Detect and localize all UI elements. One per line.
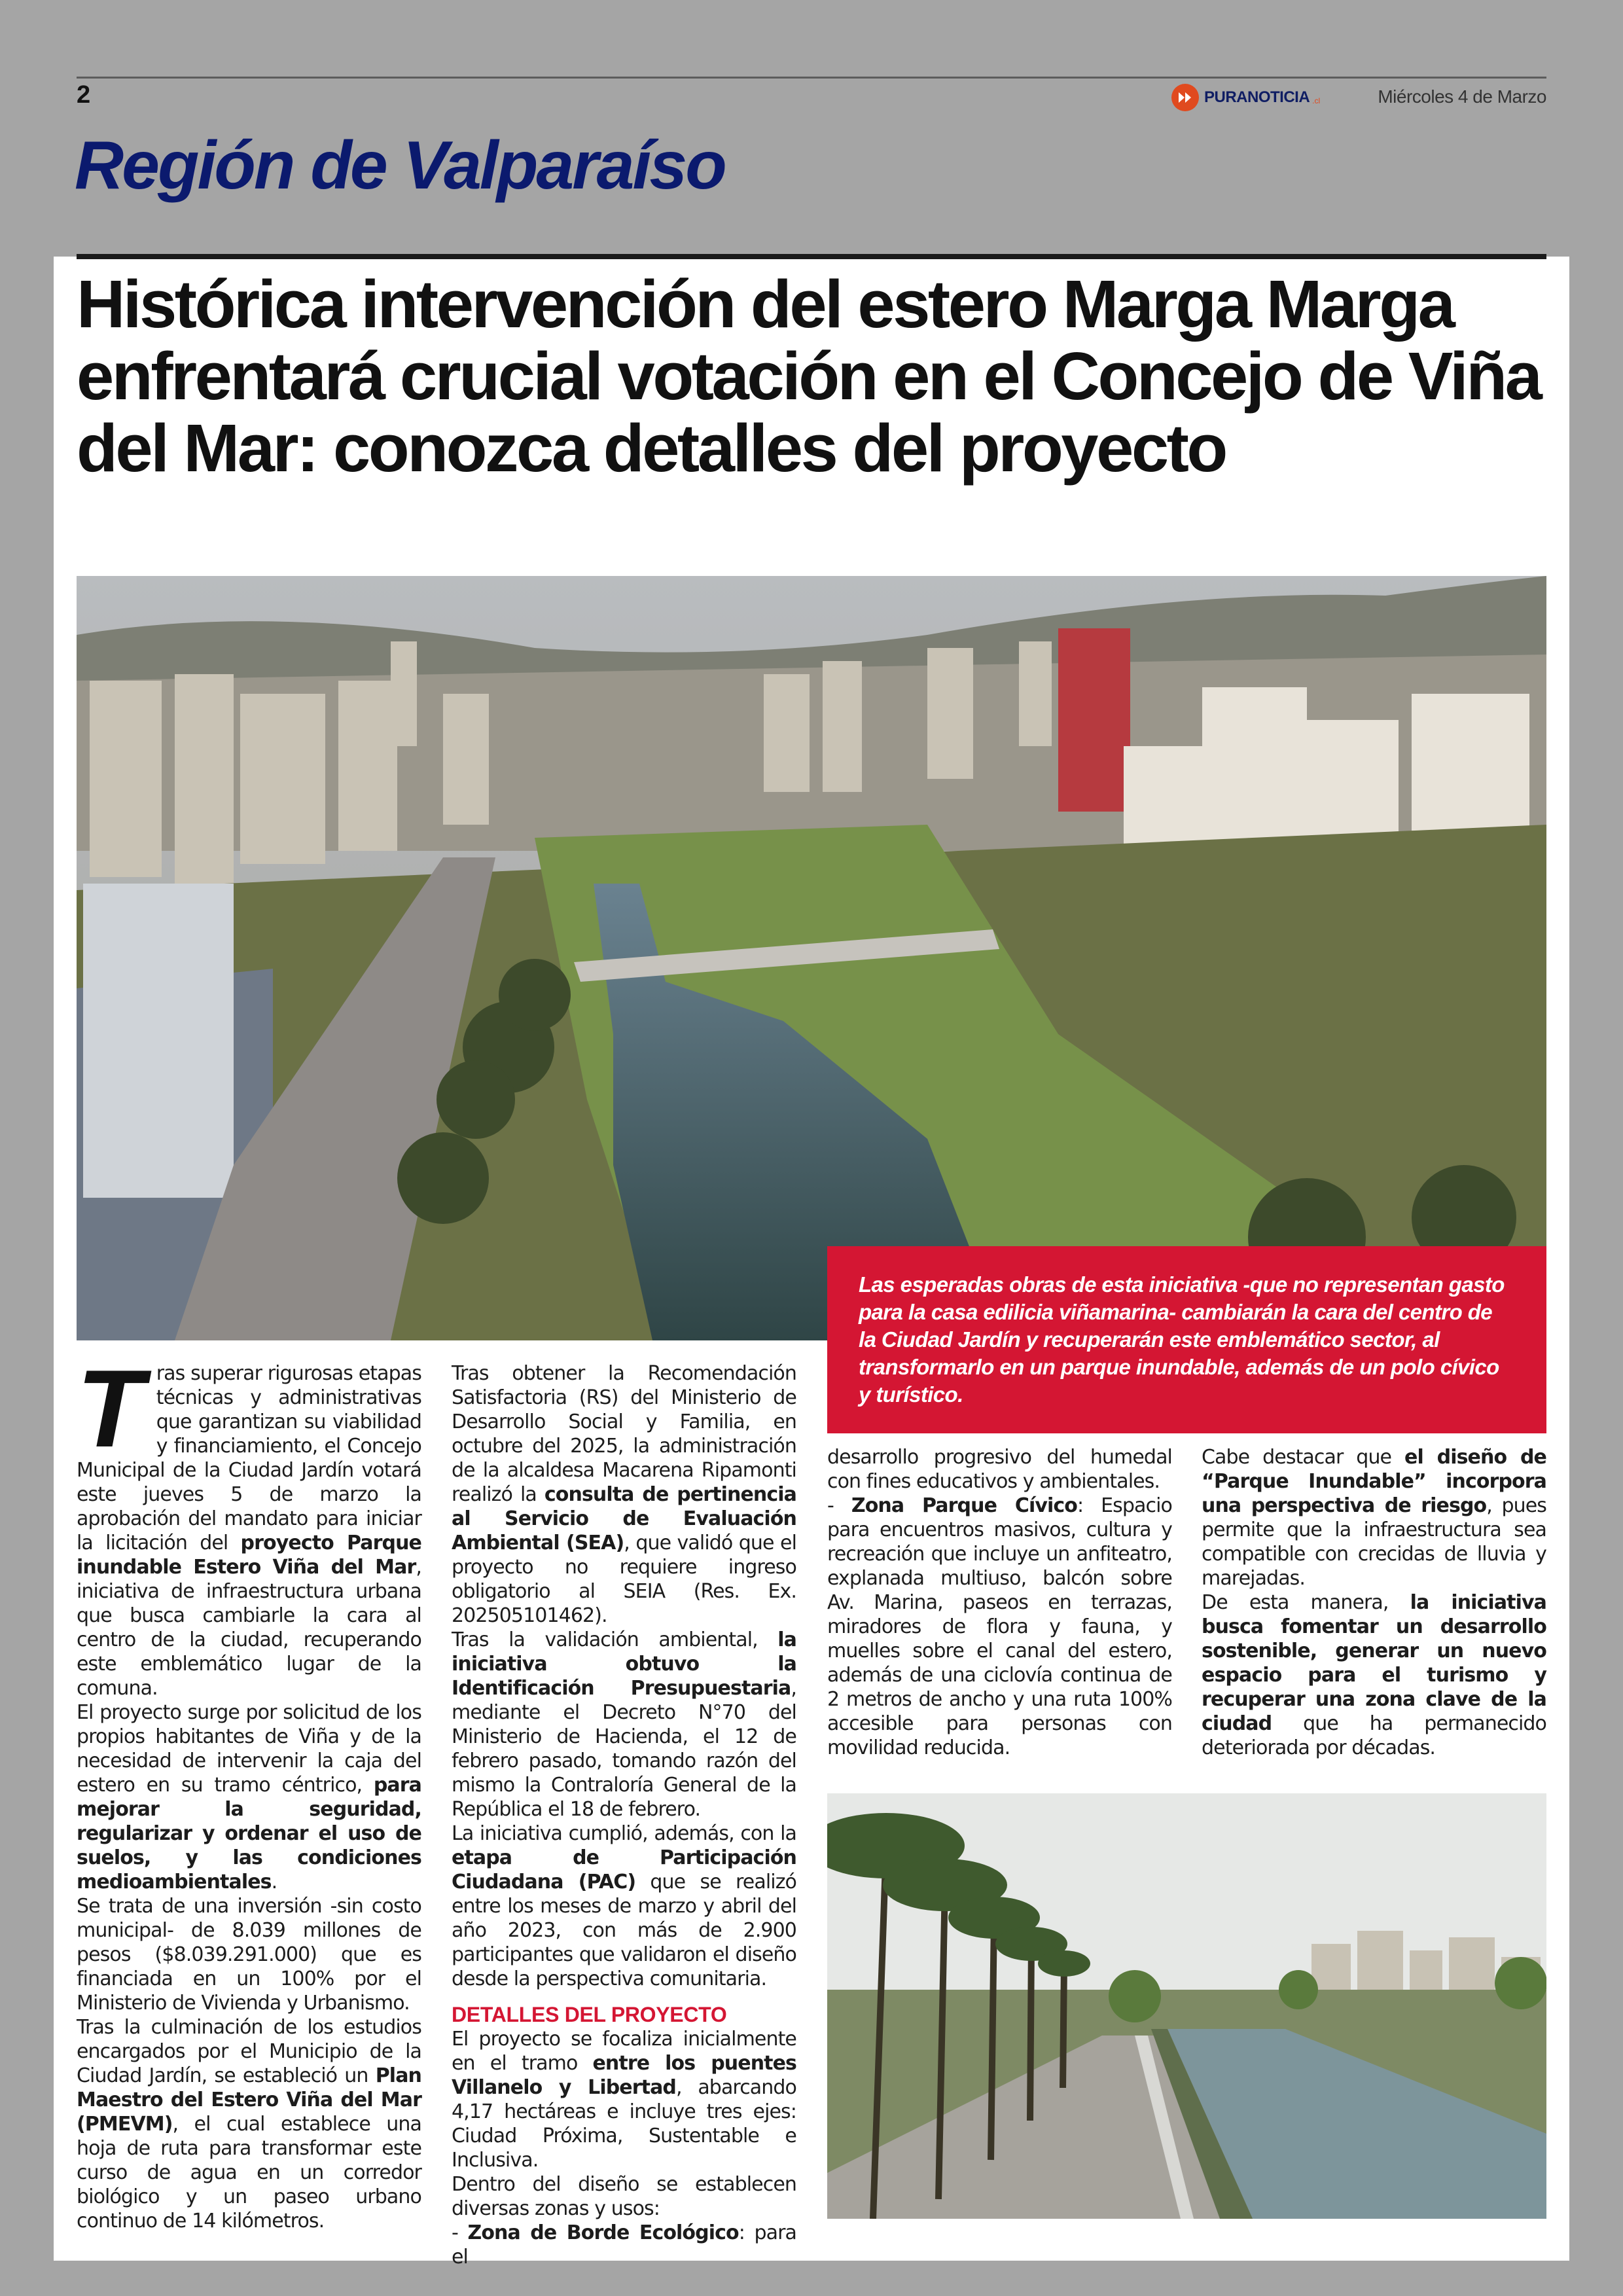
text: El proyecto surge por solicitud de los propios habitantes de Viña y de la necesidad de intervenir la caja del estero en su tramo céntrico, bbox=[77, 1701, 421, 1797]
text: Tras la culminación de los estudios encargados por el Municipio de la Ciudad Jardín, se estableció un bbox=[77, 2016, 421, 2087]
text: , pues permite que la infraestructura sea compatible con crecidas de lluvia y marejadas. bbox=[1202, 1494, 1546, 1590]
bold-text: entre los puentes Villanelo y Libertad bbox=[452, 2052, 796, 2099]
text: Tras la validación ambiental, bbox=[452, 1628, 778, 1651]
article-column-2 bbox=[452, 1361, 796, 2269]
text: , que validó que el proyecto no requiere ingreso obligatorio al SEIA (Res. Ex. 202505101462). bbox=[452, 1532, 796, 1627]
paragraph: desarrollo progresivo del humedal con fines educativos y ambientales. bbox=[827, 1446, 1172, 1493]
bold-text: el diseño de “Parque Inundable” incorpora una perspectiva de riesgo bbox=[1202, 1446, 1546, 1517]
section-title: Región de Valparaíso bbox=[75, 128, 725, 204]
text: Tras obtener la Recomendación Satisfactoria (RS) del Ministerio de Desarrollo Social y Familia, en octubre del 2025, la administración de la alcaldesa Macarena Ripamonti realizó la bbox=[452, 1362, 796, 1506]
brand-logo bbox=[1171, 84, 1320, 111]
text: . bbox=[271, 1871, 277, 1893]
issue-date: Miércoles 4 de Marzo bbox=[1378, 86, 1546, 107]
promenade-render-photo bbox=[827, 1793, 1546, 2219]
play-arrows-icon bbox=[1171, 84, 1199, 111]
text: , iniciativa de infraestructura urbana que busca cambiarle la cara al centro de la ciudad, recuperando este emblemático lugar de la comuna. bbox=[77, 1556, 421, 1700]
page-number: 2 bbox=[77, 81, 91, 109]
section-rule bbox=[77, 254, 1546, 259]
paragraph bbox=[452, 1821, 796, 1991]
header-rule bbox=[77, 77, 1546, 79]
bold-text: Zona Parque Cívico bbox=[851, 1494, 1077, 1517]
text: La iniciativa cumplió, además, con la bbox=[452, 1822, 796, 1845]
text: Cabe destacar que bbox=[1202, 1446, 1405, 1469]
paragraph bbox=[452, 1361, 796, 1628]
bold-text: Zona de Borde Ecológico bbox=[467, 2221, 739, 2244]
paragraph bbox=[452, 2027, 796, 2172]
paragraph bbox=[827, 1494, 1172, 1760]
brand-suffix: .cl bbox=[1312, 96, 1321, 105]
text: De esta manera, bbox=[1202, 1591, 1410, 1614]
paragraph bbox=[452, 1628, 796, 1821]
text: que ha permanecido deteriorada por décadas. bbox=[1202, 1712, 1546, 1759]
headline: Histórica intervención del estero Marga Marga enfrentará crucial votación en el Concejo de Viña del Mar: conozca detalles del proyecto bbox=[77, 266, 1541, 486]
paragraph: Se trata de una inversión -sin costo municipal- de 8.039 millones de pesos ($8.039.291.000) que es financiada en un 100% por el Ministerio de Vivienda y Urbanismo. bbox=[77, 1895, 421, 2015]
paragraph bbox=[452, 2221, 796, 2269]
aerial-photo bbox=[77, 576, 1546, 1340]
text: ras superar rigurosas etapas técnicas y administrativas que garantizan su viabilidad y financiamiento, el Concejo Municipal de la Ciudad Jardín votará este jueves 5 de marzo la aprobación del mandato para iniciar la licitación del bbox=[77, 1362, 421, 1554]
text: , el cual establece una hoja de ruta para transformar este curso de agua en un corredor biológico y un paseo urbano continuo de 14 kilómetros. bbox=[77, 2113, 421, 2233]
bold-text: consulta de pertinencia al Servicio de Evaluación Ambiental (SEA) bbox=[452, 1483, 796, 1554]
text: : Espacio para encuentros masivos, cultura y recreación que incluye un anfiteatro, explanada multiuso, balcón sobre Av. Marina, paseos en terrazas, miradores de flora y fauna, y muelles sobre el canal del estero, además de una ciclovía continua de 2 metros de ancho y una ruta 100% accesible para personas con movilidad reducida. bbox=[827, 1494, 1172, 1759]
bold-text: para mejorar la seguridad, regularizar y ordenar el uso de suelos, y las condiciones medioambientales bbox=[77, 1774, 421, 1893]
paragraph bbox=[1202, 1445, 1546, 1590]
brand-name: PURANOTICIA bbox=[1204, 88, 1310, 106]
bold-text: Plan Maestro del Estero Viña del Mar (PMEVM) bbox=[77, 2064, 421, 2136]
drop-cap: T bbox=[77, 1347, 143, 1470]
bold-text: proyecto Parque inundable Estero Viña del Mar bbox=[77, 1532, 421, 1579]
article-column-1 bbox=[77, 1347, 421, 2233]
paragraph bbox=[77, 1347, 421, 1700]
bold-text: etapa de Participación Ciudadana (PAC) bbox=[452, 1846, 796, 1893]
article-column-3 bbox=[827, 1445, 1172, 1760]
text: que se realizó entre los meses de marzo y abril del año 2023, con más de 2.900 participantes que validaron el diseño desde la perspectiva comunitaria. bbox=[452, 1871, 797, 1990]
text: , abarcando 4,17 hectáreas e incluye tres ejes: Ciudad Próxima, Sustentable e Inclusiva. bbox=[452, 2076, 796, 2172]
subheading: DETALLES DEL PROYECTO bbox=[452, 2003, 727, 2026]
text: - bbox=[827, 1494, 851, 1517]
bold-text: la iniciativa obtuvo la Identificación Presupuestaria bbox=[452, 1628, 796, 1700]
text: El proyecto se focaliza inicialmente en el tramo bbox=[452, 2028, 796, 2075]
photo-caption: Las esperadas obras de esta iniciativa -que no representan gasto para la casa edilicia viñamarina- cambiarán la cara del centro de la Ciudad Jardín y recuperarán este emblemático sector, al transformarlo en un parque inundable, además de un polo cívico y turístico. bbox=[827, 1246, 1546, 1433]
text: : para el bbox=[452, 2221, 796, 2269]
text: - bbox=[452, 2221, 468, 2244]
article-column-4 bbox=[1202, 1445, 1546, 1760]
paragraph bbox=[1202, 1590, 1546, 1760]
paragraph bbox=[77, 2015, 421, 2233]
paragraph bbox=[77, 1700, 421, 1894]
text: , mediante el Decreto N°70 del Ministerio de Hacienda, el 12 de febrero pasado, tomando razón del mismo la Contraloría General de la República el 18 de febrero. bbox=[452, 1677, 796, 1821]
paragraph: Dentro del diseño se establecen diversas zonas y usos: bbox=[452, 2173, 796, 2220]
bold-text: la iniciativa busca fomentar un desarrollo sostenible, generar un nuevo espacio para el turismo y recuperar una zona clave de la ciudad bbox=[1202, 1591, 1546, 1735]
